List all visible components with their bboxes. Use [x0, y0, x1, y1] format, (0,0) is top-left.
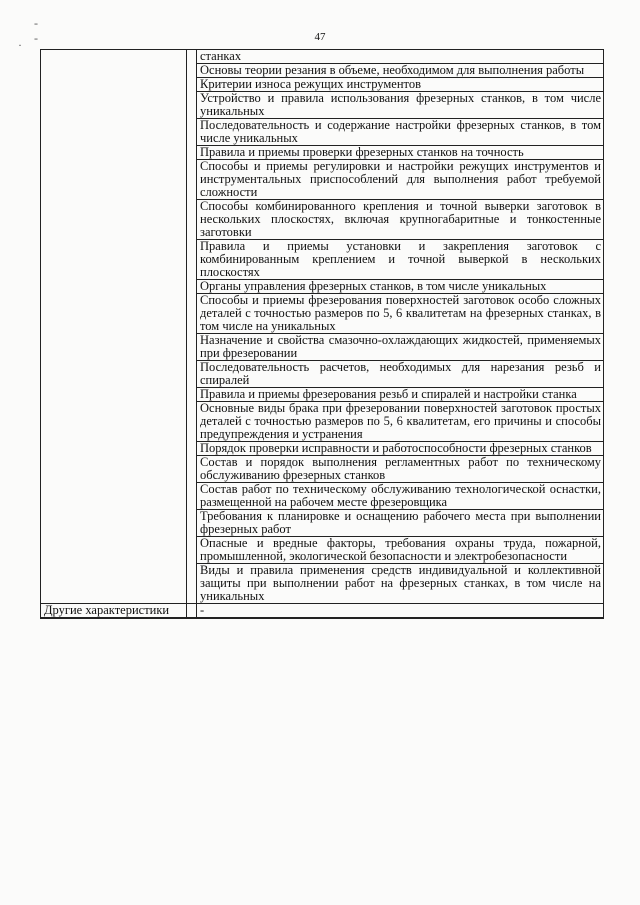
table-cell — [197, 334, 604, 361]
table-cell — [197, 456, 604, 483]
knowledge-item: Основы теории резания в объеме, необходимом для выполнения работы — [200, 63, 585, 77]
knowledge-item: Виды и правила применения средств индивидуальной и коллективной защиты при выполнении работ на фрезерных станках, в том числе на уникальных — [200, 563, 601, 603]
other-characteristics-label: Другие характеристики — [44, 603, 170, 617]
knowledge-item: Назначение и свойства смазочно-охлаждающих жидкостей, применяемых при фрезеровании — [200, 333, 601, 360]
table-cell — [197, 537, 604, 564]
table-cell — [197, 64, 604, 78]
other-characteristics-row — [41, 604, 604, 619]
knowledge-item: Состав работ по техническому обслуживанию технологической оснастки, размещенной на рабочем месте фрезеровщика — [200, 482, 601, 509]
knowledge-item: станках — [200, 49, 242, 63]
knowledge-item: Опасные и вредные факторы, требования охраны труда, пожарной, промышленной, экологической безопасности и электробезопасности — [200, 536, 601, 563]
table-cell — [197, 510, 604, 537]
table-cell — [197, 442, 604, 456]
knowledge-item: Способы комбинированного крепления и точной выверки заготовок в нескольких плоскостях, включая крупногабаритные и тонкостенные заготовки — [200, 199, 601, 239]
knowledge-item: Устройство и правила использования фрезерных станков, в том числе уникальных — [200, 91, 601, 118]
other-characteristics-value: - — [200, 603, 205, 617]
table-cell — [197, 564, 604, 604]
knowledge-item: Состав и порядок выполнения регламентных работ по техническому обслуживанию фрезерных станков — [200, 455, 601, 482]
table-cell — [197, 78, 604, 92]
knowledge-item: Правила и приемы установки и закрепления заготовок с комбинированным креплением и точной выверкой в нескольких плоскостях — [200, 239, 601, 279]
table-row — [41, 50, 604, 64]
other-characteristics-value-cell — [197, 604, 604, 619]
margin-mark: - - — [34, 16, 38, 45]
knowledge-item: Органы управления фрезерных станков, в том числе уникальных — [200, 279, 547, 293]
gap-cell — [187, 604, 197, 619]
knowledge-item: Требования к планировке и оснащению рабочего места при выполнении фрезерных работ — [200, 509, 601, 536]
table-cell — [197, 119, 604, 146]
table-cell — [197, 200, 604, 240]
knowledge-item: Основные виды брака при фрезеровании поверхностей заготовок простых деталей с точностью размеров по 5, 6 квалитетам, его причины и способы предупреждения и устранения — [200, 401, 601, 441]
table-cell — [197, 361, 604, 388]
table-cell — [197, 388, 604, 402]
knowledge-table — [40, 49, 604, 619]
gap-cell — [187, 50, 197, 604]
knowledge-item: Правила и приемы проверки фрезерных станков на точность — [200, 145, 524, 159]
table-cell — [197, 280, 604, 294]
table-cell — [197, 146, 604, 160]
table-cell — [197, 294, 604, 334]
knowledge-item: Порядок проверки исправности и работоспособности фрезерных станков — [200, 441, 592, 455]
table-cell — [197, 92, 604, 119]
knowledge-item: Последовательность и содержание настройки фрезерных станков, в том числе уникальных — [200, 118, 601, 145]
table-cell — [197, 402, 604, 442]
margin-mark: · — [18, 38, 22, 52]
knowledge-item: Способы и приемы регулировки и настройки режущих инструментов и инструментальных приспособлений для выполнения работ требуемой сложности — [200, 159, 601, 199]
knowledge-item: Последовательность расчетов, необходимых для нарезания резьб и спиралей — [200, 360, 601, 387]
knowledge-item: Способы и приемы фрезерования поверхностей заготовок особо сложных деталей с точностью размеров по 5, 6 квалитетам на фрезерных станках, в том числе на уникальных — [200, 293, 601, 333]
knowledge-item: Правила и приемы фрезерования резьб и спиралей и настройки станка — [200, 387, 577, 401]
page-number: 47 — [314, 31, 326, 43]
table-cell — [197, 160, 604, 200]
label-cell-empty — [41, 50, 187, 604]
table-cell — [197, 240, 604, 280]
table-cell — [197, 50, 604, 64]
table-cell — [197, 483, 604, 510]
other-characteristics-label-cell — [41, 604, 187, 619]
knowledge-item: Критерии износа режущих инструментов — [200, 77, 421, 91]
